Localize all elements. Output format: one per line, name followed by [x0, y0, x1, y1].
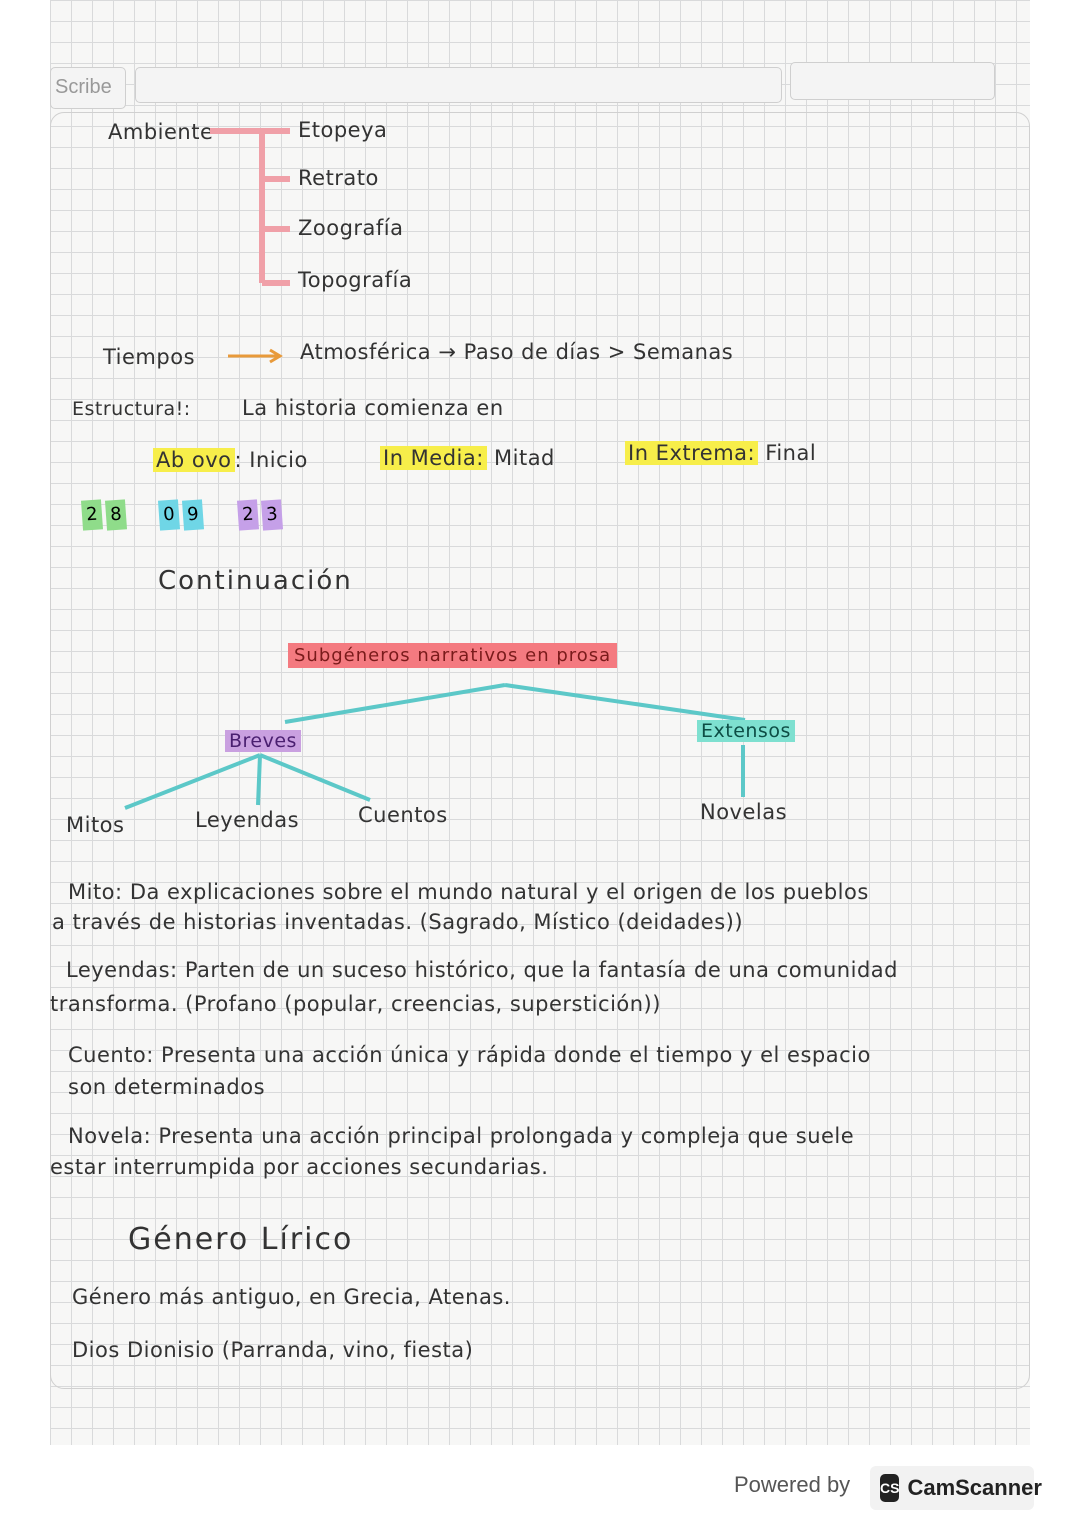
tiempos-value: Atmosférica → Paso de días > Semanas: [300, 340, 734, 364]
date-digit: 8: [105, 499, 127, 530]
term: Mito:: [68, 880, 123, 904]
definition-line: a través de historias inventadas. (Sagrado, Místico (deidades)): [52, 910, 744, 934]
camscanner-brand: CamScanner: [907, 1475, 1042, 1500]
highlight-term: Ab ovo: [153, 448, 235, 472]
tree-breves: [225, 730, 301, 752]
definition-leyendas: [66, 958, 898, 982]
def: Mitad: [486, 446, 555, 470]
definition-line: son determinados: [68, 1075, 266, 1099]
tiempos-label: Tiempos: [103, 345, 196, 369]
estructura-label: Estructura!:: [72, 398, 191, 420]
extensos-label: Extensos: [697, 720, 795, 742]
def: Final: [758, 441, 817, 465]
definition-line: estar interrumpida por acciones secundarias.: [50, 1155, 549, 1179]
date-digit: 2: [81, 499, 103, 530]
line: Da explicaciones sobre el mundo natural y el origen de los pueblos: [129, 880, 869, 904]
highlight-term: In Media:: [380, 446, 487, 470]
def: : Inicio: [234, 448, 308, 472]
ambiente-item: Zoografía: [298, 216, 404, 240]
date-digit: 2: [237, 499, 259, 530]
lirico-heading: Género Lírico: [128, 1222, 354, 1257]
lirico-line: Género más antiguo, en Grecia, Atenas.: [72, 1285, 511, 1309]
tree-leaf: Novelas: [700, 800, 788, 824]
term: Novela:: [68, 1124, 152, 1148]
definition-mito: [68, 880, 869, 904]
line: Presenta una acción principal prolongada y compleja que suele: [158, 1124, 855, 1148]
highlight-term: In Extrema:: [625, 441, 758, 465]
date-digit: 3: [261, 499, 283, 530]
line: Parten de un suceso histórico, que la fantasía de una comunidad: [184, 958, 898, 982]
powered-by: Powered by: [734, 1472, 851, 1497]
term: Cuento:: [68, 1043, 154, 1067]
tree-extensos: [697, 720, 795, 742]
date-digit: 0: [158, 499, 180, 530]
tree-leaf: Cuentos: [358, 803, 448, 827]
lirico-line: Dios Dionisio (Parranda, vino, fiesta): [72, 1338, 474, 1362]
camscanner-logo-icon: CS: [880, 1474, 899, 1502]
term: Leyendas:: [66, 958, 178, 982]
scribe-label: Scribe: [55, 76, 112, 98]
tree-root-label: Subgéneros narrativos en prosa: [288, 643, 617, 668]
camscanner-badge: [870, 1466, 1042, 1510]
tree-leaf: Leyendas: [195, 808, 300, 832]
definition-novela: [68, 1124, 854, 1148]
estructura-text: La historia comienza en: [242, 396, 504, 420]
ambiente-label: Ambiente: [108, 120, 214, 144]
ambiente-item: Topografía: [298, 268, 413, 292]
continuacion-heading: Continuación: [158, 566, 353, 596]
line: Presenta una acción única y rápida donde el tiempo y el espacio: [161, 1043, 871, 1067]
ambiente-item: Etopeya: [298, 118, 388, 142]
ambiente-item: Retrato: [298, 166, 379, 190]
date-digit: 9: [182, 499, 204, 530]
definition-cuento: [68, 1043, 871, 1067]
definition-line: transforma. (Profano (popular, creencias, superstición)): [50, 992, 661, 1016]
breves-label: Breves: [225, 730, 301, 752]
tree-leaf: Mitos: [66, 813, 125, 837]
